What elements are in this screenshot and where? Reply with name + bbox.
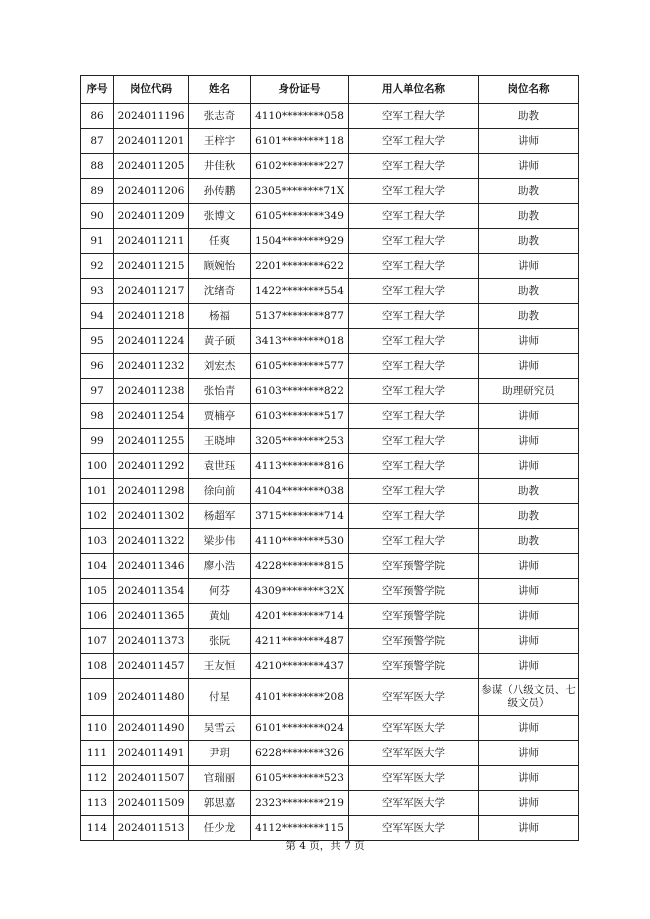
cell-id-number: 3205********253: [251, 429, 349, 454]
cell-post-code: 2024011457: [114, 654, 189, 679]
col-header-index: 序号: [81, 76, 114, 104]
cell-post-name: 讲师: [479, 454, 579, 479]
cell-post-code: 2024011513: [114, 816, 189, 841]
cell-employer-name: 空军工程大学: [349, 379, 479, 404]
cell-post-name: 讲师: [479, 766, 579, 791]
cell-person-name: 孙传鹏: [189, 179, 251, 204]
cell-person-name: 王友恒: [189, 654, 251, 679]
cell-row-index: 112: [81, 766, 114, 791]
cell-person-name: 袁世珏: [189, 454, 251, 479]
cell-id-number: 3715********714: [251, 504, 349, 529]
table-row: [81, 104, 579, 129]
table-row: [81, 741, 579, 766]
cell-employer-name: 空军工程大学: [349, 129, 479, 154]
cell-row-index: 87: [81, 129, 114, 154]
cell-employer-name: 空军工程大学: [349, 229, 479, 254]
cell-person-name: 张志奇: [189, 104, 251, 129]
cell-post-code: 2024011238: [114, 379, 189, 404]
cell-id-number: 6103********517: [251, 404, 349, 429]
cell-post-name: 助教: [479, 279, 579, 304]
table-row: [81, 179, 579, 204]
cell-post-name: 讲师: [479, 629, 579, 654]
cell-person-name: 黄子硕: [189, 329, 251, 354]
cell-post-name: 讲师: [479, 554, 579, 579]
table-row: [81, 304, 579, 329]
cell-post-code: 2024011218: [114, 304, 189, 329]
cell-person-name: 张阮: [189, 629, 251, 654]
cell-employer-name: 空军工程大学: [349, 404, 479, 429]
cell-employer-name: 空军工程大学: [349, 254, 479, 279]
cell-person-name: 吴雪云: [189, 716, 251, 741]
table-row: [81, 329, 579, 354]
cell-person-name: 徐向前: [189, 479, 251, 504]
cell-person-name: 黄灿: [189, 604, 251, 629]
table-row: [81, 279, 579, 304]
cell-post-name: 讲师: [479, 154, 579, 179]
cell-person-name: 尹玥: [189, 741, 251, 766]
table-row: [81, 629, 579, 654]
cell-person-name: 张怡青: [189, 379, 251, 404]
cell-post-code: 2024011322: [114, 529, 189, 554]
cell-id-number: 4228********815: [251, 554, 349, 579]
cell-employer-name: 空军工程大学: [349, 354, 479, 379]
cell-row-index: 90: [81, 204, 114, 229]
cell-id-number: 4211********487: [251, 629, 349, 654]
cell-employer-name: 空军工程大学: [349, 479, 479, 504]
cell-person-name: 顾婉怡: [189, 254, 251, 279]
cell-id-number: 6105********577: [251, 354, 349, 379]
table-row: [81, 454, 579, 479]
cell-row-index: 107: [81, 629, 114, 654]
table-row: [81, 554, 579, 579]
cell-id-number: 6105********523: [251, 766, 349, 791]
cell-post-name: 讲师: [479, 254, 579, 279]
roster-table: [80, 75, 579, 841]
cell-id-number: 4113********816: [251, 454, 349, 479]
cell-employer-name: 空军军医大学: [349, 816, 479, 841]
cell-post-code: 2024011196: [114, 104, 189, 129]
cell-row-index: 104: [81, 554, 114, 579]
table-row: [81, 791, 579, 816]
table-row: [81, 404, 579, 429]
cell-employer-name: 空军军医大学: [349, 791, 479, 816]
cell-post-name: 讲师: [479, 404, 579, 429]
table-row: [81, 504, 579, 529]
col-header-employer: 用人单位名称: [349, 76, 479, 104]
cell-post-name: 讲师: [479, 579, 579, 604]
cell-id-number: 4210********437: [251, 654, 349, 679]
cell-row-index: 94: [81, 304, 114, 329]
cell-post-code: 2024011490: [114, 716, 189, 741]
cell-post-name: 助教: [479, 204, 579, 229]
cell-person-name: 沈绪奇: [189, 279, 251, 304]
cell-row-index: 93: [81, 279, 114, 304]
cell-post-code: 2024011232: [114, 354, 189, 379]
table-row: [81, 479, 579, 504]
cell-id-number: 6102********227: [251, 154, 349, 179]
cell-employer-name: 空军军医大学: [349, 766, 479, 791]
cell-post-name: 助教: [479, 529, 579, 554]
cell-row-index: 110: [81, 716, 114, 741]
cell-post-name: 讲师: [479, 429, 579, 454]
table-row: [81, 229, 579, 254]
cell-post-name: 助教: [479, 229, 579, 254]
cell-employer-name: 空军预警学院: [349, 629, 479, 654]
cell-employer-name: 空军工程大学: [349, 104, 479, 129]
cell-id-number: 1422********554: [251, 279, 349, 304]
cell-post-code: 2024011255: [114, 429, 189, 454]
page-footer: 第 4 页，共 7 页: [285, 840, 365, 852]
cell-id-number: 4112********115: [251, 816, 349, 841]
col-header-id-number: 身份证号: [251, 76, 349, 104]
cell-post-code: 2024011491: [114, 741, 189, 766]
table-row: [81, 816, 579, 841]
cell-post-code: 2024011480: [114, 679, 189, 716]
table-row: [81, 679, 579, 716]
cell-row-index: 96: [81, 354, 114, 379]
cell-employer-name: 空军军医大学: [349, 716, 479, 741]
table-row: [81, 354, 579, 379]
cell-row-index: 86: [81, 104, 114, 129]
cell-post-code: 2024011215: [114, 254, 189, 279]
cell-post-code: 2024011354: [114, 579, 189, 604]
cell-person-name: 任少龙: [189, 816, 251, 841]
cell-post-name: 助教: [479, 479, 579, 504]
cell-post-name: 讲师: [479, 604, 579, 629]
cell-id-number: 4201********714: [251, 604, 349, 629]
cell-id-number: 4104********038: [251, 479, 349, 504]
cell-id-number: 2305********71X: [251, 179, 349, 204]
table-row: [81, 204, 579, 229]
table-row: [81, 604, 579, 629]
cell-post-name: 助理研究员: [479, 379, 579, 404]
cell-employer-name: 空军工程大学: [349, 429, 479, 454]
cell-post-code: 2024011211: [114, 229, 189, 254]
cell-post-name: 讲师: [479, 816, 579, 841]
cell-id-number: 5137********877: [251, 304, 349, 329]
cell-id-number: 6228********326: [251, 741, 349, 766]
cell-employer-name: 空军工程大学: [349, 204, 479, 229]
col-header-name: 姓名: [189, 76, 251, 104]
cell-post-name: 助教: [479, 304, 579, 329]
cell-row-index: 108: [81, 654, 114, 679]
cell-post-code: 2024011217: [114, 279, 189, 304]
col-header-post-code: 岗位代码: [114, 76, 189, 104]
cell-id-number: 4110********058: [251, 104, 349, 129]
cell-employer-name: 空军工程大学: [349, 529, 479, 554]
cell-employer-name: 空军工程大学: [349, 154, 479, 179]
cell-person-name: 官瑞丽: [189, 766, 251, 791]
cell-row-index: 101: [81, 479, 114, 504]
cell-post-code: 2024011346: [114, 554, 189, 579]
cell-person-name: 付星: [189, 679, 251, 716]
cell-post-code: 2024011509: [114, 791, 189, 816]
table-body: [81, 104, 579, 841]
cell-employer-name: 空军预警学院: [349, 579, 479, 604]
cell-id-number: 3413********018: [251, 329, 349, 354]
cell-person-name: 任爽: [189, 229, 251, 254]
table-row: [81, 716, 579, 741]
cell-person-name: 廖小浩: [189, 554, 251, 579]
cell-id-number: 2323********219: [251, 791, 349, 816]
cell-person-name: 杨超军: [189, 504, 251, 529]
table-row: [81, 766, 579, 791]
cell-post-code: 2024011298: [114, 479, 189, 504]
cell-post-name: 讲师: [479, 654, 579, 679]
cell-row-index: 111: [81, 741, 114, 766]
cell-post-code: 2024011365: [114, 604, 189, 629]
table-row: [81, 254, 579, 279]
col-header-post-name: 岗位名称: [479, 76, 579, 104]
cell-row-index: 102: [81, 504, 114, 529]
cell-row-index: 103: [81, 529, 114, 554]
cell-post-code: 2024011302: [114, 504, 189, 529]
cell-post-code: 2024011209: [114, 204, 189, 229]
cell-row-index: 106: [81, 604, 114, 629]
cell-person-name: 王晓坤: [189, 429, 251, 454]
cell-post-name: 讲师: [479, 354, 579, 379]
cell-employer-name: 空军工程大学: [349, 329, 479, 354]
cell-employer-name: 空军军医大学: [349, 679, 479, 716]
cell-person-name: 梁步伟: [189, 529, 251, 554]
table-row: [81, 579, 579, 604]
cell-row-index: 114: [81, 816, 114, 841]
cell-post-name: 讲师: [479, 716, 579, 741]
cell-post-name: 助教: [479, 179, 579, 204]
cell-id-number: 6105********349: [251, 204, 349, 229]
cell-id-number: 1504********929: [251, 229, 349, 254]
cell-row-index: 89: [81, 179, 114, 204]
table-row: [81, 654, 579, 679]
cell-post-code: 2024011206: [114, 179, 189, 204]
cell-employer-name: 空军预警学院: [349, 554, 479, 579]
table-row: [81, 529, 579, 554]
cell-employer-name: 空军军医大学: [349, 741, 479, 766]
cell-person-name: 张博文: [189, 204, 251, 229]
cell-post-code: 2024011507: [114, 766, 189, 791]
cell-id-number: 6101********118: [251, 129, 349, 154]
cell-post-name: 讲师: [479, 741, 579, 766]
cell-id-number: 6101********024: [251, 716, 349, 741]
cell-post-code: 2024011373: [114, 629, 189, 654]
cell-post-code: 2024011201: [114, 129, 189, 154]
cell-id-number: 4101********208: [251, 679, 349, 716]
cell-post-code: 2024011292: [114, 454, 189, 479]
cell-post-code: 2024011205: [114, 154, 189, 179]
cell-post-name: 讲师: [479, 329, 579, 354]
cell-id-number: 4309********32X: [251, 579, 349, 604]
cell-employer-name: 空军工程大学: [349, 454, 479, 479]
cell-id-number: 6103********822: [251, 379, 349, 404]
table-row: [81, 129, 579, 154]
cell-post-name: 讲师: [479, 791, 579, 816]
cell-row-index: 109: [81, 679, 114, 716]
cell-row-index: 97: [81, 379, 114, 404]
cell-person-name: 王梓宇: [189, 129, 251, 154]
cell-row-index: 113: [81, 791, 114, 816]
cell-person-name: 贾楠亭: [189, 404, 251, 429]
cell-employer-name: 空军工程大学: [349, 279, 479, 304]
cell-person-name: 井佳秋: [189, 154, 251, 179]
cell-post-name: 参谋（八级文员、七级文员）: [479, 679, 579, 716]
cell-employer-name: 空军预警学院: [349, 654, 479, 679]
cell-id-number: 2201********622: [251, 254, 349, 279]
cell-row-index: 100: [81, 454, 114, 479]
cell-post-code: 2024011254: [114, 404, 189, 429]
cell-post-name: 助教: [479, 104, 579, 129]
cell-employer-name: 空军预警学院: [349, 604, 479, 629]
cell-post-code: 2024011224: [114, 329, 189, 354]
cell-post-name: 助教: [479, 504, 579, 529]
cell-id-number: 4110********530: [251, 529, 349, 554]
cell-person-name: 杨福: [189, 304, 251, 329]
cell-person-name: 何芬: [189, 579, 251, 604]
cell-employer-name: 空军工程大学: [349, 504, 479, 529]
table-row: [81, 379, 579, 404]
table-header-row: [81, 76, 579, 104]
cell-row-index: 91: [81, 229, 114, 254]
cell-person-name: 郭思嘉: [189, 791, 251, 816]
cell-person-name: 刘宏杰: [189, 354, 251, 379]
cell-post-name: 讲师: [479, 129, 579, 154]
cell-row-index: 88: [81, 154, 114, 179]
cell-employer-name: 空军工程大学: [349, 304, 479, 329]
table-row: [81, 429, 579, 454]
cell-row-index: 95: [81, 329, 114, 354]
cell-employer-name: 空军工程大学: [349, 179, 479, 204]
cell-row-index: 99: [81, 429, 114, 454]
cell-row-index: 92: [81, 254, 114, 279]
cell-row-index: 105: [81, 579, 114, 604]
cell-row-index: 98: [81, 404, 114, 429]
table-row: [81, 154, 579, 179]
